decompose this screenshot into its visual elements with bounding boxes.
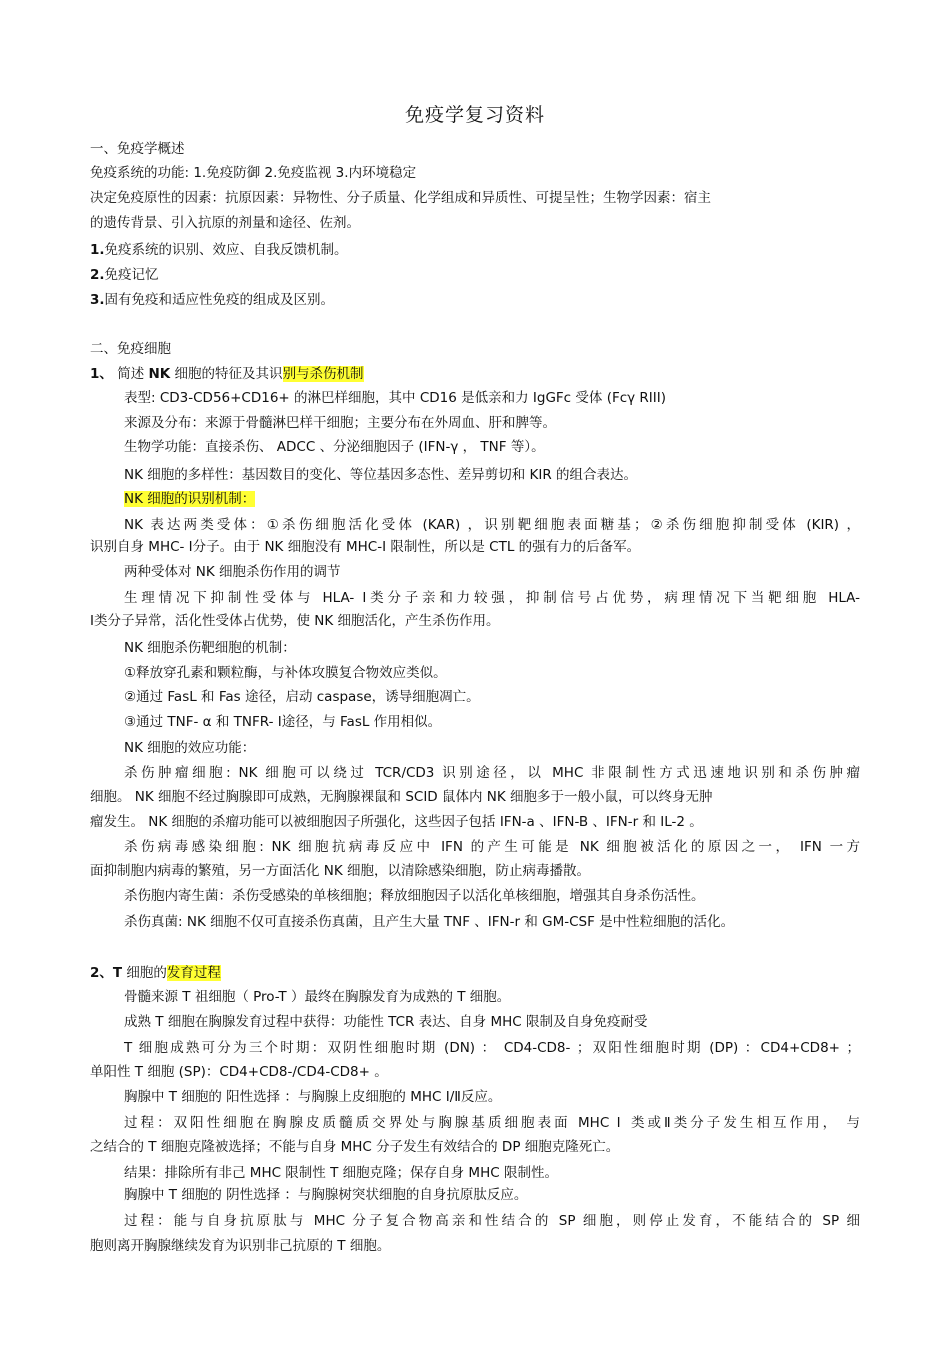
list-item: ①释放穿孔素和颗粒酶，与补体攻膜复合物效应类似。 [124, 665, 447, 681]
page-title: 免疫学复习资料 [404, 104, 545, 126]
list-item [90, 266, 860, 284]
nk-effector-heading: NK 细胞的效应功能： [124, 740, 256, 756]
receptor-regulation-line-2: Ⅰ类分子异常，活化性受体占优势，使 NK 细胞活化，产生杀伤作用。 [90, 613, 500, 629]
section-1-heading: 一、免疫学概述 [90, 141, 185, 157]
positive-selection-result: 结果：排除所有非己 MHC 限制性 T 细胞克隆；保存自身 MHC 限制性。 [124, 1165, 558, 1181]
fungi-killing: 杀伤真菌: NK 细胞不仅可直接杀伤真菌，且产生大量 TNF 、IFN-r 和 GM-CSF 是中性粒细胞的活化。 [124, 914, 735, 930]
list-item-text: 免疫记忆 [104, 267, 159, 283]
t-cell-stages-line-2: 单阳性 T 细胞 (SP)：CD4+CD8-/CD4-CD8+ 。 [90, 1064, 388, 1080]
positive-selection-heading: 胸腺中 T 细胞的 阳性选择 ：与胸腺上皮细胞的 MHC Ⅰ/Ⅱ反应。 [124, 1089, 502, 1105]
question-text: 细胞的特征及其识 [170, 366, 283, 382]
t-cell-origin: 骨髓来源 T 祖细胞（ Pro-T ）最终在胸腺发育为成熟的 T 细胞。 [124, 989, 511, 1005]
nk-recognition-line-2: 识别自身 MHC- Ⅰ分子。由于 NK 细胞没有 MHC-I 限制性，所以是 CTL 的强有力的后备军。 [90, 539, 641, 555]
positive-selection-process-line-2: 之结合的 T 细胞克隆被选择；不能与自身 MHC 分子发生有效结合的 DP 细胞克隆死亡。 [90, 1139, 620, 1155]
question-number: 2、 [90, 965, 113, 981]
list-item [90, 291, 860, 309]
nk-biological-function: 生物学功能：直接杀伤、 ADCC 、分泌细胞因子 (IFN-γ ， TNF 等）。 [124, 439, 545, 455]
question-1-heading [90, 365, 860, 383]
positive-selection-process-line-1: 过程：双阳性细胞在胸腺皮质髓质交界处与胸腺基质细胞表面 MHC Ⅰ 类或Ⅱ类分子发生相互作用， 与 [124, 1115, 860, 1131]
t-cell-stages-line-1: T 细胞成熟可分为三个时期：双阴性细胞时期 (DN) ： CD4-CD8- ；双阳性细胞时期 (DP) ：CD4+CD8+ ； [124, 1040, 860, 1056]
question-keyword: NK [148, 366, 171, 382]
virus-killing-line-2: 面抑制胞内病毒的繁殖，另一方面活化 NK 细胞，以清除感染细胞，防止病毒播散。 [90, 863, 591, 879]
negative-selection-process-line-1: 过程：能与自身抗原肽与 MHC 分子复合物高亲和性结合的 SP 细胞，则停止发育，不能结合的 SP 细 [124, 1213, 860, 1229]
list-item-number: 1. [90, 242, 105, 258]
intracellular-bacteria-killing: 杀伤胞内寄生菌：杀伤受感染的单核细胞；释放细胞因子以活化单核细胞，增强其自身杀伤活性。 [124, 888, 705, 904]
nk-diversity: NK 细胞的多样性：基因数目的变化、等位基因多态性、差异剪切和 KIR 的组合表达。 [124, 467, 638, 483]
nk-recognition-heading [124, 490, 860, 508]
list-item-text: 免疫系统的识别、效应、自我反馈机制。 [104, 242, 348, 258]
immune-functions: 免疫系统的功能: 1.免疫防御 2.免疫监视 3.内环境稳定 [90, 165, 417, 181]
list-item [90, 241, 860, 259]
question-text: 简述 [112, 366, 149, 382]
list-item: ②通过 FasL 和 Fas 途径，启动 caspase，诱导细胞凋亡。 [124, 689, 480, 705]
highlighted-text: 别与杀伤机制 [282, 366, 364, 382]
list-item-number: 3. [90, 292, 105, 308]
section-2-heading: 二、免疫细胞 [90, 341, 171, 357]
question-keyword: T [112, 965, 123, 981]
highlighted-text: NK 细胞的识别机制： [124, 491, 256, 507]
receptor-regulation-line-1: 生理情况下抑制性受体与 HLA- Ⅰ类分子亲和力较强，抑制信号占优势，病理情况下当靶细胞 HLA- [124, 590, 860, 606]
nk-origin-distribution: 来源及分布：来源于骨髓淋巴样干细胞；主要分布在外周血、肝和脾等。 [124, 415, 556, 431]
negative-selection-process-line-2: 胞则离开胸腺继续发育为识别非己抗原的 T 细胞。 [90, 1238, 391, 1254]
list-item-text: 固有免疫和适应性免疫的组成及区别。 [104, 292, 335, 308]
list-item-number: 2. [90, 267, 105, 283]
question-number: 1、 [90, 366, 113, 382]
question-2-heading [90, 964, 860, 982]
negative-selection-heading: 胸腺中 T 细胞的 阴性选择 ：与胸腺树突状细胞的自身抗原肽反应。 [124, 1187, 528, 1203]
virus-killing-line-1: 杀伤病毒感染细胞: NK 细胞抗病毒反应中 IFN 的产生可能是 NK 细胞被活化的原因之一， IFN 一方 [124, 839, 860, 855]
tumor-killing-line-1: 杀伤肿瘤细胞: NK 细胞可以绕过 TCR/CD3 识别途径，以 MHC 非限制性方式迅速地识别和杀伤肿瘤 [124, 765, 860, 781]
highlighted-text: 发育过程 [166, 965, 221, 981]
tumor-killing-line-3: 瘤发生。 NK 细胞的杀瘤功能可以被细胞因子所强化，这些因子包括 IFN-a 、IFN-B 、IFN-r 和 IL-2 。 [90, 814, 703, 830]
receptor-regulation-heading: 两种受体对 NK 细胞杀伤作用的调节 [124, 564, 341, 580]
tumor-killing-line-2: 细胞。 NK 细胞不经过胸腺即可成熟，无胸腺裸鼠和 SCID 鼠体内 NK 细胞多于一般小鼠，可以终身无肿 [90, 789, 713, 805]
immunogenicity-factors-line-2: 的遗传背景、引入抗原的剂量和途径、佐剂。 [90, 215, 360, 231]
list-item: ③通过 TNF- α 和 TNFR- Ⅰ途径，与 FasL 作用相似。 [124, 714, 442, 730]
t-cell-maturation-gains: 成熟 T 细胞在胸腺发育过程中获得：功能性 TCR 表达、自身 MHC 限制及自身免疫耐受 [124, 1014, 648, 1030]
nk-phenotype: 表型: CD3-CD56+CD16+ 的淋巴样细胞，其中 CD16 是低亲和力 IgGFc 受体 (Fcγ RIII) [124, 390, 667, 406]
nk-killing-mechanism-heading: NK 细胞杀伤靶细胞的机制： [124, 640, 296, 656]
immunogenicity-factors-line-1: 决定免疫原性的因素：抗原因素：异物性、分子质量、化学组成和异质性、可提呈性；生物学因素：宿主 [90, 190, 711, 206]
nk-recognition-line-1: NK 表达两类受体：①杀伤细胞活化受体 (KAR) ，识别靶细胞表面糖基；②杀伤细胞抑制受体 (KIR) ， [124, 517, 860, 533]
question-text: 细胞的 [122, 965, 167, 981]
